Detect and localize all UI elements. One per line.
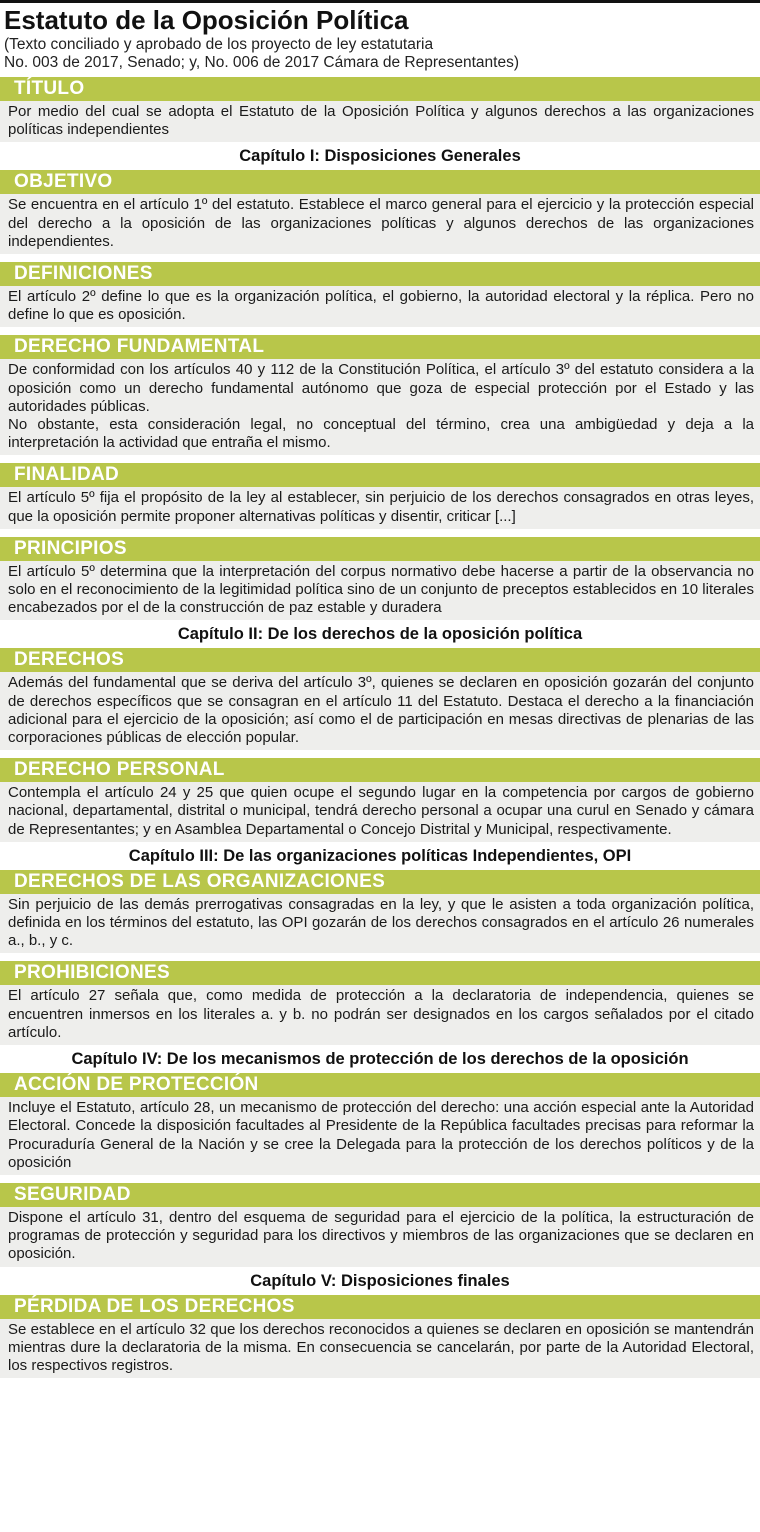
section-body [0,561,760,621]
section-heading: DEFINICIONES [0,262,760,286]
section-body [0,1097,760,1175]
section-paragraph: De conformidad con los artículos 40 y 112 de la Constitución Política, el artículo 3º del estatuto considera a la oposición como un derecho fundamental autónomo que goza de especial protección por el Estado y las autoridades públicas. [8,361,754,415]
section-paragraph: Sin perjuicio de las demás prerrogativas consagradas en la ley, y que le asisten a toda organización política, definida en los términos del estatuto, las OPI gozarán de los derechos consagrados en el artículo 26 numerales a., b., y c. [8,895,754,950]
section-paragraph: Se encuentra en el artículo 1º del estatuto. Establece el marco general para el ejercicio y la protección especial del derecho a la oposición de las organizaciones políticas y algunos derechos de las organizaciones independientes. [8,196,754,250]
section-paragraph: Contempla el artículo 24 y 25 que quien ocupe el segundo lugar en la competencia por cargos de gobierno nacional, departamental, distrital o municipal, tendrá derecho personal a ocupar una curul en Senado y cámara de Representantes; y en Asamblea Departamental o Concejo Distrital y Municipal, respectivamente. [8,784,754,838]
chapter-heading: Capítulo II: De los derechos de la oposición política [177,625,583,644]
section-heading: DERECHO FUNDAMENTAL [0,335,760,359]
section-body [0,101,760,142]
section-accion-de-proteccion [0,1073,760,1175]
section-heading: TÍTULO [0,77,760,101]
section-body [0,894,760,954]
section-paragraph: Por medio del cual se adopta el Estatuto de la Oposición Política y algunos derechos a las organizaciones políticas independientes [8,103,754,139]
section-paragraph: El artículo 5º determina que la interpretación del corpus normativo debe hacerse a partir de la observancia no solo en el reconocimiento de la legitimidad política sino de un conjunto de preceptos establecidos en 10 literales encabezados por el de la construcción de paz estable y duradera [8,562,754,617]
section-paragraph: Se establece en el artículo 32 que los derechos reconocidos a quienes se declaren en oposición se mantendrán mientras dure la declaratoria de la misma. En consecuencia se cancelarán, por parte de la Autoridad Electoral, los respectivos registros. [8,1320,754,1374]
section-paragraph: Dispone el artículo 31, dentro del esquema de seguridad para el ejercicio de la política, la estructuración de programas de protección y seguridad para los directivos y miembros de las organizaciones que se declaren en oposición. [8,1208,754,1263]
section-objetivo [0,170,760,254]
section-heading: PÉRDIDA DE LOS DERECHOS [0,1295,760,1319]
document-content [0,77,760,1378]
section-body [0,194,760,254]
section-paragraph: El artículo 2º define lo que es la organización política, el gobierno, la autoridad electoral y la réplica. Pero no define lo que es oposición. [8,288,754,324]
section-principios [0,537,760,621]
section-heading: DERECHO PERSONAL [0,758,760,782]
section-finalidad [0,463,760,528]
section-heading: FINALIDAD [0,463,760,487]
section-seguridad [0,1183,760,1267]
document-subtitle [4,36,760,72]
section-paragraph: El artículo 27 señala que, como medida de protección a la declaratoria de independencia, quienes se encuentren inmersos en los literales a. y b. no podrán ser designados en los cargos señalados por el citado artículo. [8,987,754,1041]
section-body [0,985,760,1045]
section-perdida-de-los-derechos [0,1295,760,1379]
section-titulo [0,77,760,142]
section-derecho-personal [0,758,760,842]
section-paragraph: Además del fundamental que se deriva del artículo 3º, quienes se declaren en oposición gozarán del conjunto de derechos específicos que se consagran en el artículo 11 del Estatuto. Destaca el derecho a la financiación adicional para el ejercicio de la oposición; así como el de participación en mesas directivas de plenarias de las corporaciones públicas de elección popular. [8,674,754,747]
section-body [0,487,760,528]
section-paragraph: Incluye el Estatuto, artículo 28, un mecanismo de protección del derecho: una acción especial ante la Autoridad Electoral. Concede la disposición facultades al Presidente de la República facultades precisas para reformar la Procuraduría General de la Nación y se cree la Delegada para la protección de los derechos políticos y de la oposición [8,1099,754,1171]
document-title: Estatuto de la Oposición Política [4,5,409,35]
section-prohibiciones [0,961,760,1045]
section-heading: PROHIBICIONES [0,961,760,985]
section-definiciones [0,262,760,327]
section-derechos [0,648,760,750]
section-body [0,782,760,842]
subtitle-line: No. 003 de 2017, Senado; y, No. 006 de 2017 Cámara de Representantes) [4,54,520,71]
top-rule [0,0,760,3]
chapter-heading: Capítulo V: Disposiciones finales [250,1271,510,1290]
section-heading: DERECHOS [0,648,760,672]
section-heading: DERECHOS DE LAS ORGANIZACIONES [0,870,760,894]
section-body [0,359,760,455]
section-paragraph: No obstante, esta consideración legal, no conceptual del término, crea una ambigüedad y deja a la interpretación la actividad que entraña el mismo. [8,416,754,452]
section-heading: ACCIÓN DE PROTECCIÓN [0,1073,760,1097]
section-body [0,672,760,750]
section-derechos-de-las-organizaciones [0,870,760,954]
section-heading: OBJETIVO [0,170,760,194]
section-derecho-fundamental [0,335,760,455]
section-body [0,286,760,327]
chapter-heading: Capítulo IV: De los mecanismos de protección de los derechos de la oposición [71,1050,689,1069]
section-body [0,1207,760,1267]
chapter-heading: Capítulo I: Disposiciones Generales [239,147,521,166]
section-heading: SEGURIDAD [0,1183,760,1207]
chapter-heading: Capítulo III: De las organizaciones políticas Independientes, OPI [128,846,632,865]
section-heading: PRINCIPIOS [0,537,760,561]
section-paragraph: El artículo 5º fija el propósito de la ley al establecer, sin perjuicio de los derechos consagrados en otras leyes, que la oposición permite proponer alternativas políticas y disentir, criticar [...] [8,489,754,525]
subtitle-line: (Texto conciliado y aprobado de los proyecto de ley estatutaria [4,36,434,53]
section-body [0,1319,760,1379]
